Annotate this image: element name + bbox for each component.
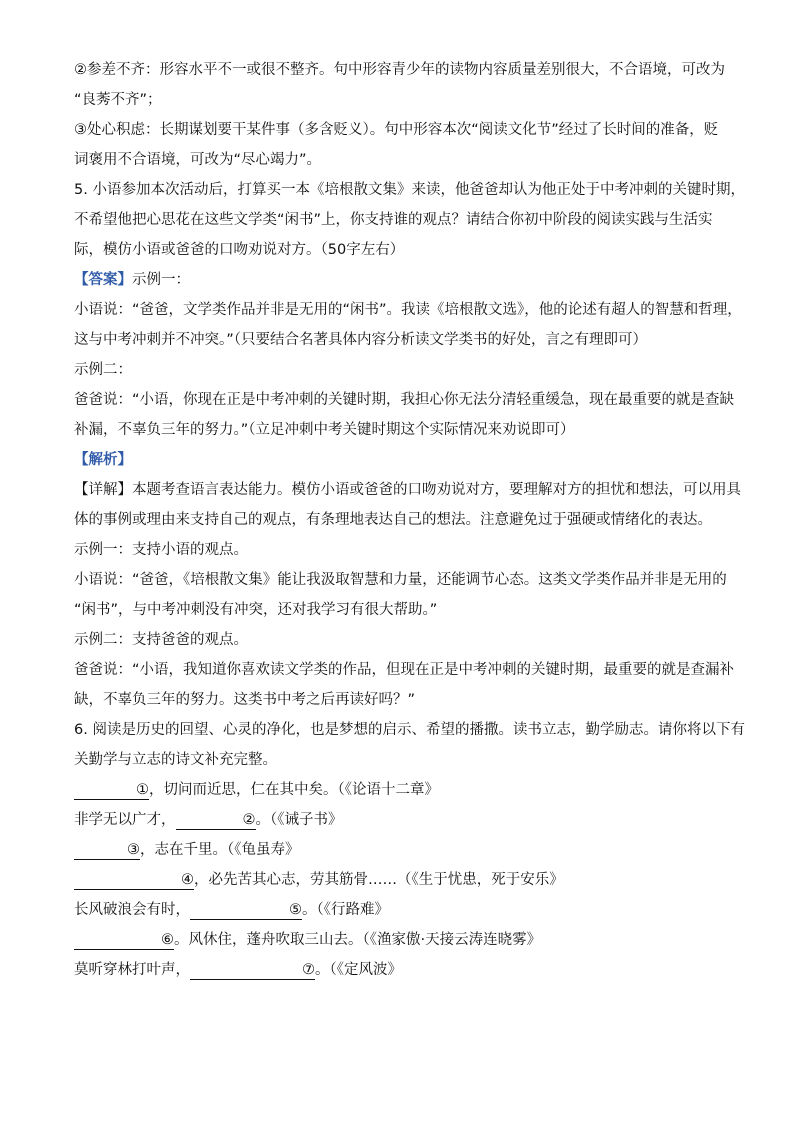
- fill-pre: 非学无以广才，: [74, 812, 176, 828]
- fill-blank[interactable]: ②: [176, 811, 256, 830]
- fill-blank-line: [74, 840, 724, 870]
- text-line: ②参差不齐：形容水平不一或很不整齐。句中形容青少年的读物内容质量差别很大，不合语境，可改为: [74, 62, 725, 78]
- detail-line: 小语说：“爸爸，《培根散文集》能让我汲取智慧和力量，还能调节心态。这类文学类作品并非是无用的: [74, 572, 727, 588]
- detail-line: “闲书”，与中考冲刺没有冲突，还对我学习有很大帮助。”: [74, 602, 438, 618]
- answer-line: 补漏，不辜负三年的努力。”（立足冲刺中考关键时期这个实际情况来劝说即可）: [74, 422, 575, 438]
- question-6-line: 关勤学与立志的诗文补充完整。: [74, 752, 277, 768]
- fill-blank[interactable]: ③: [74, 841, 140, 860]
- fill-blank[interactable]: ①: [74, 781, 149, 800]
- fill-blank-line: [74, 810, 724, 840]
- answer-line: 示例二：: [74, 362, 132, 378]
- detail-line: 缺，不辜负三年的努力。这类书中考之后再读好吗？”: [74, 692, 416, 708]
- fill-pre: 莫听穿林打叶声，: [74, 962, 190, 978]
- fill-blank-line: [74, 900, 724, 930]
- answer-tag: 【答案】: [74, 272, 132, 288]
- text-line: “良莠不齐”；: [74, 92, 162, 108]
- document-page: [74, 60, 745, 990]
- answer-line: 这与中考冲刺并不冲突。”（只要结合名著具体内容分析读文学类书的好处，言之有理即可）: [74, 332, 648, 348]
- fill-pre: 长风破浪会有时，: [74, 902, 190, 918]
- fill-blank-line: [74, 780, 724, 810]
- fill-blank[interactable]: ⑥: [74, 931, 174, 950]
- question-5-line: 5. 小语参加本次活动后，打算买一本《培根散文集》来读，他爸爸却认为他正处于中考冲刺的关键时期，: [74, 182, 745, 198]
- fill-post: ，切问而近思，仁在其中矣。（《论语十二章》: [149, 782, 439, 798]
- detail-line: 体的事例或理由来支持自己的观点，有条理地表达自己的想法。注意避免过于强硬或情绪化的表达。: [74, 512, 712, 528]
- fill-post: 。风休住，蓬舟吹取三山去。（《渔家傲·天接云涛连晓雾》: [174, 932, 542, 948]
- fill-blank[interactable]: ⑤: [190, 901, 302, 920]
- fill-blank[interactable]: ④: [74, 871, 194, 890]
- fill-post: 。（《行路难》: [302, 902, 389, 918]
- question-6-line: 6. 阅读是历史的回望、心灵的净化，也是梦想的启示、希望的播撒。读书立志，勤学励志。请你将以下有: [74, 722, 745, 738]
- analysis-header: [74, 450, 724, 480]
- answer-header: [74, 270, 724, 300]
- fill-post: ，志在千里。（《龟虽寿》: [140, 842, 300, 858]
- fill-post: 。（《诫子书》: [255, 812, 343, 828]
- answer-line: 爸爸说：“小语，你现在正是中考冲刺的关键时期，我担心你无法分清轻重缓急，现在最重要的就是查缺: [74, 392, 735, 408]
- fill-blank-line: [74, 870, 724, 900]
- detail-tag: 【详解】: [74, 482, 132, 498]
- detail-header: [74, 480, 741, 510]
- answer-line: 小语说：“爸爸，文学类作品并非是无用的“闲书”。我读《培根散文选》，他的论述有超人的智慧和哲理，: [74, 302, 742, 318]
- fill-blank-line: [74, 930, 724, 960]
- text-line: ③处心积虑：长期谋划要干某件事（多含贬义）。句中形容本次“阅读文化节”经过了长时间的准备，贬: [74, 122, 719, 138]
- fill-post: ，必先苦其心志，劳其筋骨……（《生于忧患，死于安乐》: [194, 872, 564, 888]
- fill-blank[interactable]: ⑦: [190, 961, 315, 980]
- detail-first: 本题考查语言表达能力。模仿小语或爸爸的口吻劝说对方，要理解对方的担忧和想法，可以用具: [132, 482, 741, 498]
- question-5-line: 际，模仿小语或爸爸的口吻劝说对方。（50字左右）: [74, 242, 405, 258]
- text-line: 词褒用不合语境，可改为“尽心竭力”。: [74, 152, 322, 168]
- fill-post: 。（《定风波》: [315, 962, 402, 978]
- fill-blank-line: [74, 960, 724, 990]
- question-5-line: 不希望他把心思花在这些文学类“闲书”上，你支持谁的观点？请结合你初中阶段的阅读实践与生活实: [74, 212, 713, 228]
- detail-line: 示例二：支持爸爸的观点。: [74, 632, 248, 648]
- analysis-tag: 【解析】: [74, 452, 132, 468]
- answer-head: 示例一：: [132, 272, 190, 288]
- detail-line: 示例一：支持小语的观点。: [74, 542, 248, 558]
- detail-line: 爸爸说：“小语，我知道你喜欢读文学类的作品，但现在正是中考冲刺的关键时期，最重要的就是查漏补: [74, 662, 735, 678]
